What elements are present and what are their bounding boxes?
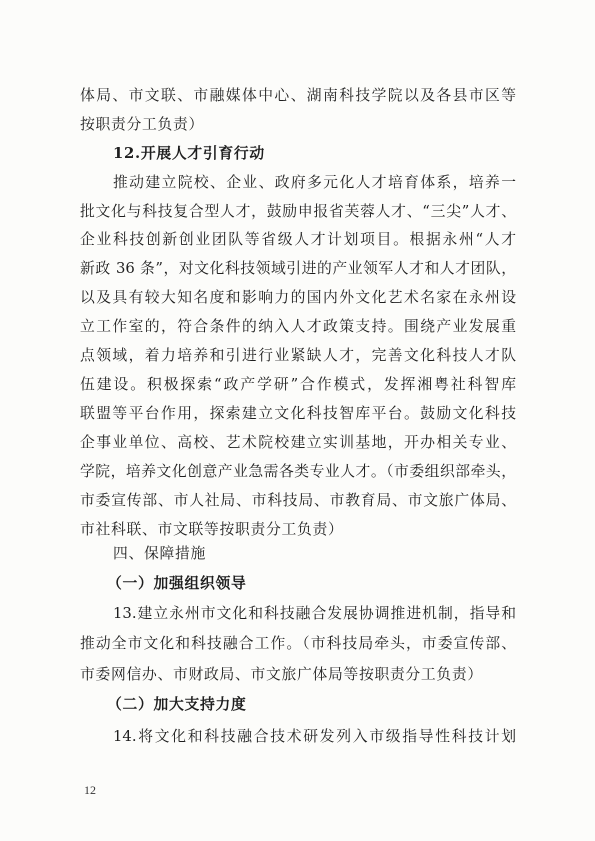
text-line: 13.建立永州市文化和科技融合发展协调推进机制，指导和 xyxy=(113,605,516,622)
page-number: 12 xyxy=(84,783,96,797)
text-line: 批文化与科技复合型人才，鼓励申报省芙蓉人才、“三尖”人才、 xyxy=(80,203,516,220)
section-heading: 四、保障措施 xyxy=(113,545,206,562)
text-line: 伍建设。积极探索“政产学研”合作模式，发挥湘粤社科智库 xyxy=(80,376,516,393)
text-line: 体局、市文联、市融媒体中心、湖南科技学院以及各县市区等 xyxy=(80,87,516,104)
text-line: 企业科技创新创业团队等省级人才计划项目。根据永州“人才 xyxy=(80,231,516,248)
text-line: 点领域，着力培养和引进行业紧缺人才，完善文化科技人才队 xyxy=(80,347,516,364)
text-line: 推动建立院校、企业、政府多元化人才培育体系，培养一 xyxy=(113,174,516,191)
text-line: 企事业单位、高校、艺术院校建立实训基地，开办相关专业、 xyxy=(80,434,516,451)
text-line: 推动全市文化和科技融合工作。（市科技局牵头，市委宣传部、 xyxy=(80,635,516,652)
text-line: 市社科联、市文联等按职责分工负责） xyxy=(80,521,344,538)
text-line: 市委宣传部、市人社局、市科技局、市教育局、市文旅广体局、 xyxy=(80,492,516,509)
text-line: 立工作室的，符合条件的纳入人才政策支持。围绕产业发展重 xyxy=(80,318,516,335)
text-line: 市委网信办、市财政局、市文旅广体局等按职责分工负责） xyxy=(80,666,483,683)
text-line: 按职责分工负责） xyxy=(80,116,204,133)
text-line: 以及具有较大知名度和影响力的国内外文化艺术名家在永州设 xyxy=(80,289,516,306)
subsection-heading: （一）加强组织领导 xyxy=(107,575,247,592)
subsection-heading: （二）加大支持力度 xyxy=(107,696,247,713)
item-heading: 12.开展人才引育行动 xyxy=(113,145,265,162)
text-line: 联盟等平台作用，探索建立文化科技智库平台。鼓励文化科技 xyxy=(80,405,516,422)
text-line: 学院，培养文化创意产业急需各类专业人才。（市委组织部牵头， xyxy=(80,463,516,480)
text-line: 新政 36 条”，对文化科技领域引进的产业领军人才和人才团队， xyxy=(80,260,516,277)
text-line: 14.将文化和科技融合技术研发列入市级指导性科技计划 xyxy=(113,728,516,745)
